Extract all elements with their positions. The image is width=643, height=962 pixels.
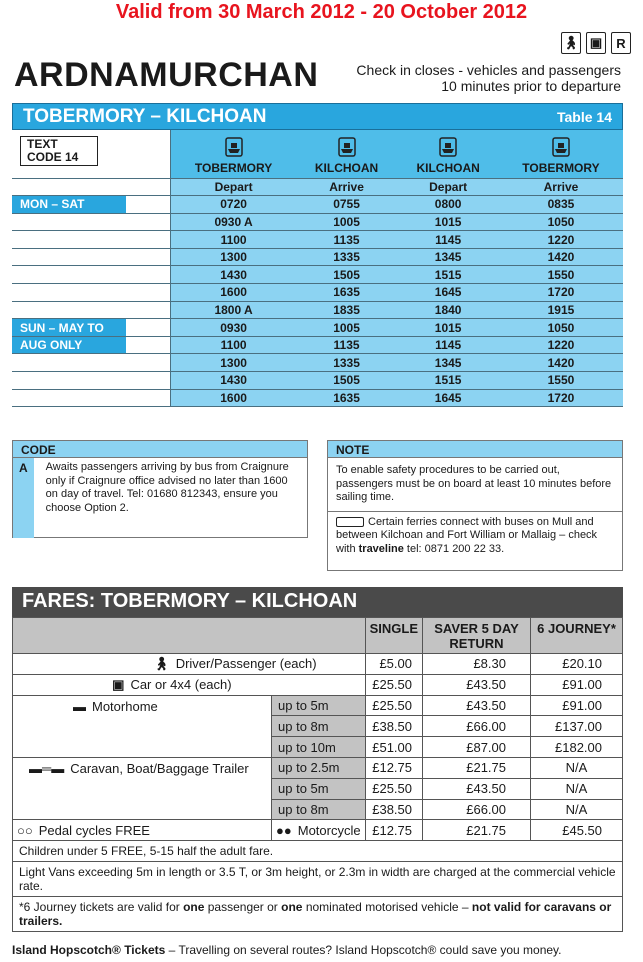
timetable-row	[12, 319, 623, 337]
day-label: SUN – MAY TO	[12, 319, 126, 337]
timetable-row	[12, 372, 623, 390]
timetable-row	[12, 213, 623, 231]
validity-banner: Valid from 30 March 2012 - 20 October 2012	[115, 1, 528, 23]
walking-passenger-icon: 🚶︎	[561, 32, 581, 54]
time-cell: 1515	[397, 266, 499, 284]
time-cell: 1645	[397, 389, 499, 407]
code-text: Awaits passengers arriving by bus from Craignure only if Craignure office advised no later than 1600 on day of travel. Tel: 01680 812343, ensure you choose Option 2.	[45, 461, 289, 514]
time-cell: 1300	[171, 354, 296, 372]
time-cell: 0800	[397, 196, 499, 214]
time-cell: 1600	[171, 284, 296, 302]
time-cell: 0720	[171, 196, 296, 214]
time-cell: 1100	[171, 336, 296, 354]
time-cell: 0930	[171, 319, 296, 337]
ferry-icon	[338, 137, 356, 157]
time-cell: 1050	[499, 319, 623, 337]
code-box	[12, 440, 308, 538]
time-cell: 1100	[171, 231, 296, 249]
fare-row-caravan: ▬═▬ Caravan, Boat/Baggage Trailer up to 2.5m £12.75 £21.75 N/A	[13, 757, 623, 778]
sunday-section	[12, 319, 623, 407]
fares-header: FARES: TOBERMORY – KILCHOAN	[12, 587, 623, 617]
route-header	[12, 103, 623, 130]
time-cell: 1015	[397, 319, 499, 337]
time-cell: 1420	[499, 354, 623, 372]
timetable-row	[12, 336, 623, 354]
time-cell: 1005	[296, 319, 398, 337]
fare-row-driver: 🚶︎ Driver/Passenger (each) £5.00 £8.30 £20.10	[13, 654, 623, 675]
text-code-label: TEXT CODE 14	[20, 136, 98, 166]
time-cell: 1345	[397, 248, 499, 266]
time-cell: 1505	[296, 266, 398, 284]
timetable	[12, 130, 623, 407]
timetable-row	[12, 301, 623, 319]
port-header: KILCHOAN	[296, 130, 398, 178]
page-title: ARDNAMURCHAN	[14, 56, 319, 94]
checkin-notice: Check in closes - vehicles and passengers 10 minutes prior to departure	[356, 62, 621, 94]
time-cell: 1720	[499, 284, 623, 302]
time-cell: 1220	[499, 336, 623, 354]
hopscotch-footer: Island Hopscotch® Tickets – Travelling on several routes? Island Hopscotch® could save you money.	[12, 943, 562, 957]
day-label: AUG ONLY	[12, 336, 126, 354]
code-header: CODE	[13, 441, 307, 458]
timetable-row	[12, 389, 623, 407]
car-icon: ▣	[112, 676, 125, 692]
ferry-icon	[552, 137, 570, 157]
fare-row-motorhome: up to 8m £38.50 £66.00 £137.00	[13, 716, 623, 737]
time-cell: 1840	[397, 301, 499, 319]
reservation-icon: R	[611, 32, 631, 54]
time-cell: 1335	[296, 354, 398, 372]
time-cell: 1145	[397, 231, 499, 249]
port-header: KILCHOAN	[397, 130, 499, 178]
ferry-icon	[439, 137, 457, 157]
time-cell: 1300	[171, 248, 296, 266]
time-cell: 1420	[499, 248, 623, 266]
time-cell: 1335	[296, 248, 398, 266]
fare-row-cycle-motorcycle: ○○ Pedal cycles FREE ●● Motorcycle £12.75 £21.75 £45.50	[13, 820, 623, 841]
timetable-row	[12, 354, 623, 372]
light-vans-note: Light Vans exceeding 5m in length or 3.5 T, or 3m height, or 2.3m in width are charged at the commercial vehicle rate.	[13, 862, 623, 897]
time-cell: 1550	[499, 372, 623, 390]
time-cell: 1015	[397, 213, 499, 231]
time-cell: 1135	[296, 336, 398, 354]
port-header: TOBERMORY	[499, 130, 623, 178]
timetable-row	[12, 231, 623, 249]
time-cell: 1345	[397, 354, 499, 372]
children-note: Children under 5 FREE, 5-15 half the adult fare.	[13, 841, 623, 862]
table-number: Table 14	[557, 108, 612, 125]
facility-icons	[561, 32, 631, 54]
time-cell: 1635	[296, 284, 398, 302]
mon-sat-section	[12, 196, 623, 319]
time-cell: 1005	[296, 213, 398, 231]
time-cell: 1800 A	[171, 301, 296, 319]
time-cell: 1645	[397, 284, 499, 302]
timetable-row	[12, 266, 623, 284]
direction-row: Depart Arrive Depart Arrive	[12, 178, 623, 196]
route-name: TOBERMORY – KILCHOAN	[23, 105, 267, 127]
bicycle-icon: ○○	[17, 822, 33, 838]
note-text: To enable safety procedures to be carried out, passengers must be on board at least 10 minutes before sailing time.	[328, 458, 622, 512]
time-cell: 1515	[397, 372, 499, 390]
time-cell: 1550	[499, 266, 623, 284]
timetable-row	[12, 196, 623, 214]
time-cell: 0930 A	[171, 213, 296, 231]
time-cell: 1430	[171, 372, 296, 390]
note-box	[327, 440, 623, 571]
note-header: NOTE	[328, 441, 622, 458]
fare-row-car: ▣ Car or 4x4 (each) £25.50 £43.50 £91.00	[13, 674, 623, 695]
car-icon: ▣	[586, 32, 606, 54]
fare-row-caravan: up to 8m £38.50 £66.00 N/A	[13, 799, 623, 820]
fare-row-motorhome: up to 10m £51.00 £87.00 £182.00	[13, 737, 623, 758]
time-cell: 1135	[296, 231, 398, 249]
timetable-row	[12, 248, 623, 266]
time-cell: 0835	[499, 196, 623, 214]
fare-row-motorhome: ▬ Motorhome up to 5m £25.50 £43.50 £91.00	[13, 695, 623, 716]
time-cell: 1835	[296, 301, 398, 319]
port-header: TOBERMORY	[171, 130, 296, 178]
time-cell: 1600	[171, 389, 296, 407]
day-label: MON – SAT	[12, 196, 126, 214]
bus-icon	[336, 517, 364, 527]
caravan-boat-trailer-icon: ▬═▬	[29, 760, 65, 776]
time-cell: 1915	[499, 301, 623, 319]
walking-passenger-icon: 🚶︎	[153, 655, 170, 671]
motorcycle-icon: ●●	[276, 822, 292, 838]
fares-table: SINGLE SAVER 5 DAY RETURN 6 JOURNEY* 🚶︎ Driver/Passenger (each) £5.00 £8.30 £20.10 ▣ Car or 4x4 (each) £25.50 £43.50 £91.00 ▬ Motorhome up to 5m £25.50 £43.50 £91.00 up to 8m £38.50 £66.00 £137.00 up to 10m £51.00 £87.00 £182.00 ▬═▬ Caravan, Boat/Baggage Trailer up to 2.5m £12.75 £21.75 N/A up to 5m £25.50 £43.50 N/A up to 8m £38.50 £66.00 N/A ○○ Pedal cycles FREE ●● Motorcycle £12.75 £21.75 £45.50 Children under 5 FREE, 5-15 half the adult fare. Light Vans exceeding 5m in length or 3.5 T, or 3m height, or 2.3m in width are charged at the commercial vehicle rate. *6 Journey tickets are valid for one passenger or one nominated motorised vehicle – not valid for caravans or trailers.	[12, 617, 623, 932]
time-cell: 1720	[499, 389, 623, 407]
time-cell: 1145	[397, 336, 499, 354]
bus-connection-note: Certain ferries connect with buses on Mull and between Kilchoan and Fort William or Mallaig – check with traveline tel: 0871 200 22 33.	[336, 515, 598, 555]
time-cell: 1050	[499, 213, 623, 231]
time-cell: 1220	[499, 231, 623, 249]
time-cell: 1505	[296, 372, 398, 390]
code-key: A	[13, 458, 34, 538]
fare-row-caravan: up to 5m £25.50 £43.50 N/A	[13, 778, 623, 799]
time-cell: 1635	[296, 389, 398, 407]
ferry-icon	[225, 137, 243, 157]
six-journey-note: *6 Journey tickets are valid for one passenger or one nominated motorised vehicle – not valid for caravans or trailers.	[13, 897, 623, 932]
timetable-row	[12, 284, 623, 302]
time-cell: 1430	[171, 266, 296, 284]
time-cell: 0755	[296, 196, 398, 214]
motorhome-icon: ▬	[73, 698, 86, 714]
